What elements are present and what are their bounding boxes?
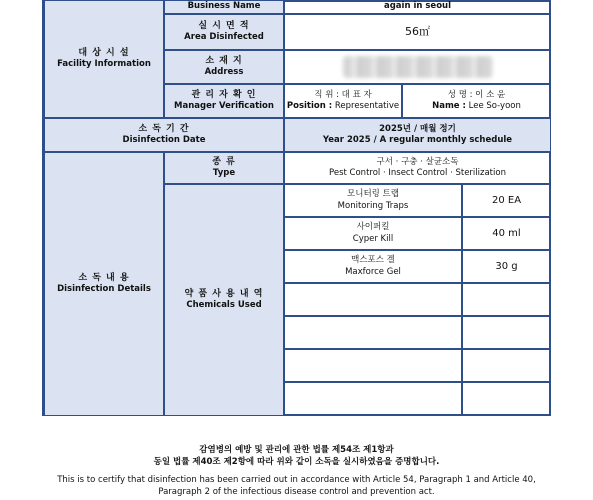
chemical-qty-empty — [462, 349, 551, 382]
chemical-qty-3: 30 g — [462, 250, 551, 283]
address-label — [164, 50, 284, 84]
type-value: 구서 · 구충 · 살균소독 Pest Control · Insect Control · Sterilization — [284, 152, 551, 184]
certification-statement-ko: 감염병의 예방 및 관리에 관한 법률 제54조 제1항과 동일 법률 제40조 제2항에 따라 위와 같이 소독을 실시하였음을 증명합니다. — [153, 445, 440, 468]
chemical-name-empty — [284, 283, 462, 316]
facility-info-header — [44, 0, 164, 118]
manager-label-en: Manager Verification — [174, 101, 274, 112]
manager-label — [164, 84, 284, 118]
facility-info-label-en: Facility Information — [57, 59, 151, 70]
redacted-address-blur — [343, 56, 493, 78]
chemical-qty-empty — [462, 382, 551, 416]
address-value-redacted — [284, 50, 551, 84]
position-ko: 직 위 : 대 표 자 — [314, 89, 372, 100]
chemical-qty-empty — [462, 283, 551, 316]
name-en-value: Lee So-yoon — [468, 101, 521, 111]
disinfection-details-header: 소 독 내 용 Disinfection Details — [44, 152, 164, 416]
disinfection-date-value: 2025년 / 매월 정기 Year 2025 / A regular monthly schedule — [284, 118, 551, 152]
area-label — [164, 14, 284, 50]
name-en-label: Name : — [432, 101, 466, 111]
position-en-label: Position : — [286, 101, 333, 111]
chemicals-used-label: 약 품 사 용 내 역 Chemicals Used — [164, 184, 284, 416]
chemical-name-empty — [284, 382, 462, 416]
business-name-value: again in seoul — [284, 0, 551, 14]
facility-info-label-ko: 대 상 시 설 — [78, 48, 130, 59]
name-ko: 성 명 : 이 소 윤 — [447, 89, 506, 100]
disinfection-date-label: 소 독 기 간 Disinfection Date — [44, 118, 284, 152]
certification-statement-en: This is to certify that disinfection has been carried out in accordance with Article 54, Paragraph 1 and Article 40, Paragraph 2 of the infectious disease control and prevention act. — [57, 475, 536, 498]
chemical-name-2: 사이퍼킬 Cyper Kill — [284, 217, 462, 250]
chemical-qty-empty — [462, 316, 551, 349]
certificate-table — [42, 0, 551, 416]
position-en-value: Representative — [334, 101, 400, 111]
area-label-en: Area Disinfected — [184, 32, 264, 43]
area-value: 56㎡ — [284, 14, 551, 50]
chemical-name-3: 맥스포스 겔 Maxforce Gel — [284, 250, 462, 283]
chemical-name-empty — [284, 349, 462, 382]
manager-label-ko: 관 리 자 확 인 — [191, 90, 257, 101]
chemical-name-empty — [284, 316, 462, 349]
manager-position — [284, 84, 402, 118]
type-label: 종 류 Type — [164, 152, 284, 184]
area-label-ko: 실 시 면 적 — [198, 21, 250, 32]
business-name-label: Business Name — [164, 0, 284, 14]
address-label-ko: 소 재 지 — [205, 56, 243, 67]
chemical-name-1: 모니터링 트랩 Monitoring Traps — [284, 184, 462, 217]
chemical-qty-1: 20 EA — [462, 184, 551, 217]
manager-name — [402, 84, 551, 118]
address-label-en: Address — [204, 67, 244, 78]
chemical-qty-2: 40 ml — [462, 217, 551, 250]
